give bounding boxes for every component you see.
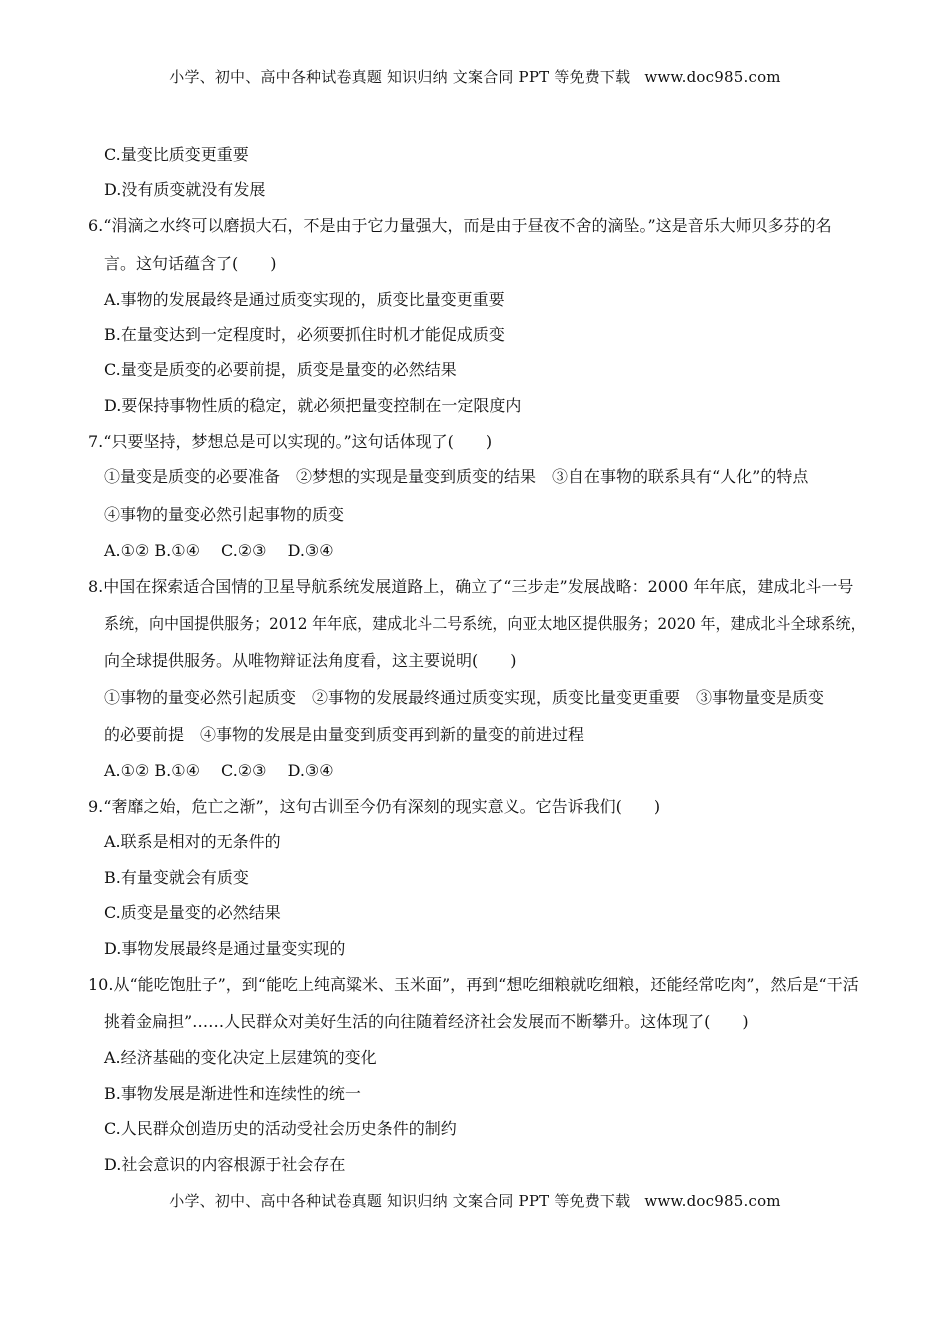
- q5-option-c: C.量变比质变更重要: [104, 145, 249, 164]
- q6-stem-line-2: 言。这句话蕴含了( ): [104, 254, 277, 273]
- q9-option-b: B.有量变就会有质变: [104, 868, 249, 887]
- q10-option-c: C.人民群众创造历史的活动受社会历史条件的制约: [104, 1119, 457, 1138]
- q10-option-b: B.事物发展是渐进性和连续性的统一: [104, 1084, 361, 1103]
- q9-option-a: A.联系是相对的无条件的: [104, 832, 281, 851]
- q10-option-d: D.社会意识的内容根源于社会存在: [104, 1155, 346, 1174]
- q9-option-c: C.质变是量变的必然结果: [104, 903, 281, 922]
- q8-stem-line-3: 向全球提供服务。从唯物辩证法角度看，这主要说明( ): [104, 651, 517, 670]
- q7-statements-line-2: ④事物的量变必然引起事物的质变: [104, 505, 345, 524]
- header-text: 小学、初中、高中各种试卷真题 知识归纳 文案合同 PPT 等免费下载: [169, 68, 631, 86]
- q6-stem-line-1: 6.“涓滴之水终可以磨损大石，不是由于它力量强大，而是由于昼夜不舍的滴坠。”这是音乐大师贝多芬的名: [88, 216, 832, 235]
- q8-stem-line-1: 8.中国在探索适合国情的卫星导航系统发展道路上，确立了“三步走”发展战略：2000 年年底，建成北斗一号: [88, 577, 854, 596]
- q7-options: A.①② B.①④ C.②③ D.③④: [104, 541, 334, 560]
- q9-option-d: D.事物发展最终是通过量变实现的: [104, 939, 346, 958]
- header-url[interactable]: www.doc985.com: [644, 68, 781, 86]
- q8-stem-line-2: 系统，向中国提供服务；2012 年年底，建成北斗二号系统，向亚太地区提供服务；2020 年，建成北斗全球系统，: [104, 614, 866, 633]
- page-header: [0, 66, 950, 87]
- q9-stem: 9.“奢靡之始，危亡之渐”，这句古训至今仍有深刻的现实意义。它告诉我们( ): [88, 797, 661, 816]
- q10-option-a: A.经济基础的变化决定上层建筑的变化: [104, 1048, 377, 1067]
- q8-statements-line-1: ①事物的量变必然引起质变 ②事物的发展最终通过质变实现，质变比量变更重要 ③事物量变是质变: [104, 688, 825, 707]
- footer-url[interactable]: www.doc985.com: [644, 1192, 781, 1210]
- q6-option-b: B.在量变达到一定程度时，必须要抓住时机才能促成质变: [104, 325, 505, 344]
- footer-text: 小学、初中、高中各种试卷真题 知识归纳 文案合同 PPT 等免费下载: [169, 1192, 631, 1210]
- q6-option-a: A.事物的发展最终是通过质变实现的，质变比量变更重要: [104, 290, 505, 309]
- q8-options: A.①② B.①④ C.②③ D.③④: [104, 761, 334, 780]
- page-footer: [0, 1190, 950, 1211]
- q10-stem-line-1: 10.从“能吃饱肚子”，到“能吃上纯高粱米、玉米面”，再到“想吃细粮就吃细粮，还能经常吃肉”，然后是“干活: [88, 975, 859, 994]
- q8-statements-line-2: 的必要前提 ④事物的发展是由量变到质变再到新的量变的前进过程: [104, 725, 585, 744]
- q6-option-d: D.要保持事物性质的稳定，就必须把量变控制在一定限度内: [104, 396, 522, 415]
- q10-stem-line-2: 挑着金扁担”……人民群众对美好生活的向往随着经济社会发展而不断攀升。这体现了( ): [104, 1012, 749, 1031]
- q5-option-d: D.没有质变就没有发展: [104, 180, 266, 199]
- q6-option-c: C.量变是质变的必要前提，质变是量变的必然结果: [104, 360, 457, 379]
- q7-statements-line-1: ①量变是质变的必要准备 ②梦想的实现是量变到质变的结果 ③自在事物的联系具有“人化”的特点: [104, 467, 809, 486]
- q7-stem: 7.“只要坚持，梦想总是可以实现的。”这句话体现了( ): [88, 432, 493, 451]
